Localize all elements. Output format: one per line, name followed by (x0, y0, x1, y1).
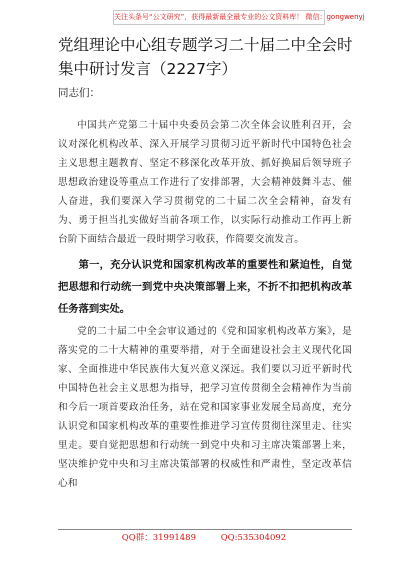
footer-qq-group: QQ群：31991489 (121, 533, 196, 543)
intro-paragraph: 中国共产党第二十届中央委员会第二次全体会议胜利召开，会议对深化机构改革、深入开展学习贯彻习近平新时代中国特色社会主义思想主题教育、坚定不移深化改革开放、抓好换届后领导班子思想政治建设等重点工作进行了安排部署，大会精神鼓舞斗志、催人奋进，我们要深入学习贯彻党的二十届二次全会精神，奋发有为、勇于担当扎实做好当前各项工作，以实际行动推动工作再上新台阶下面结合最近一段时期学习收获，作简要交流发言。 (58, 120, 352, 245)
page-footer (0, 531, 408, 543)
document-body (58, 116, 352, 498)
section-paragraph: 党的二十届二中全会审议通过的《党和国家机构改革方案》，是落实党的二十大精神的重要举措，对于全面建设社会主义现代化国家、全面推进中华民族伟大复兴意义深远。我们要以习近平新时代中国特色社会主义思想为指导，把学习宣传贯彻全会精神作为当前和今后一项首要政治任务，站在党和国家事业发展全局高度，充分认识党和国家机构改革的重要性推进学习宣传贯彻往深里走、往实里走。要自觉把思想和行动统一到党中央和习主席决策部署上来，坚决维护党中央和习主席决策部署的权威性和严肃性，坚定改革信心和 (58, 326, 352, 489)
document-title: 党组理论中心组专题学习二十届二中全会时集中研讨发言（2227字） (58, 36, 353, 78)
footer-qq: QQ:535304092 (220, 533, 287, 543)
footer-divider (58, 529, 352, 530)
section-heading: 第一，充分认识党和国家机构改革的重要性和紧迫性，自觉把思想和行动统一到党中央决策部署上来，不折不扣把机构改革任务落到实处。 (58, 259, 352, 315)
greeting: 同志们： (58, 87, 100, 99)
promo-banner: 关注头条号“公文研究”，获得最新最全最专业的公文资料库！ 微信：gongwenyj (113, 10, 325, 25)
